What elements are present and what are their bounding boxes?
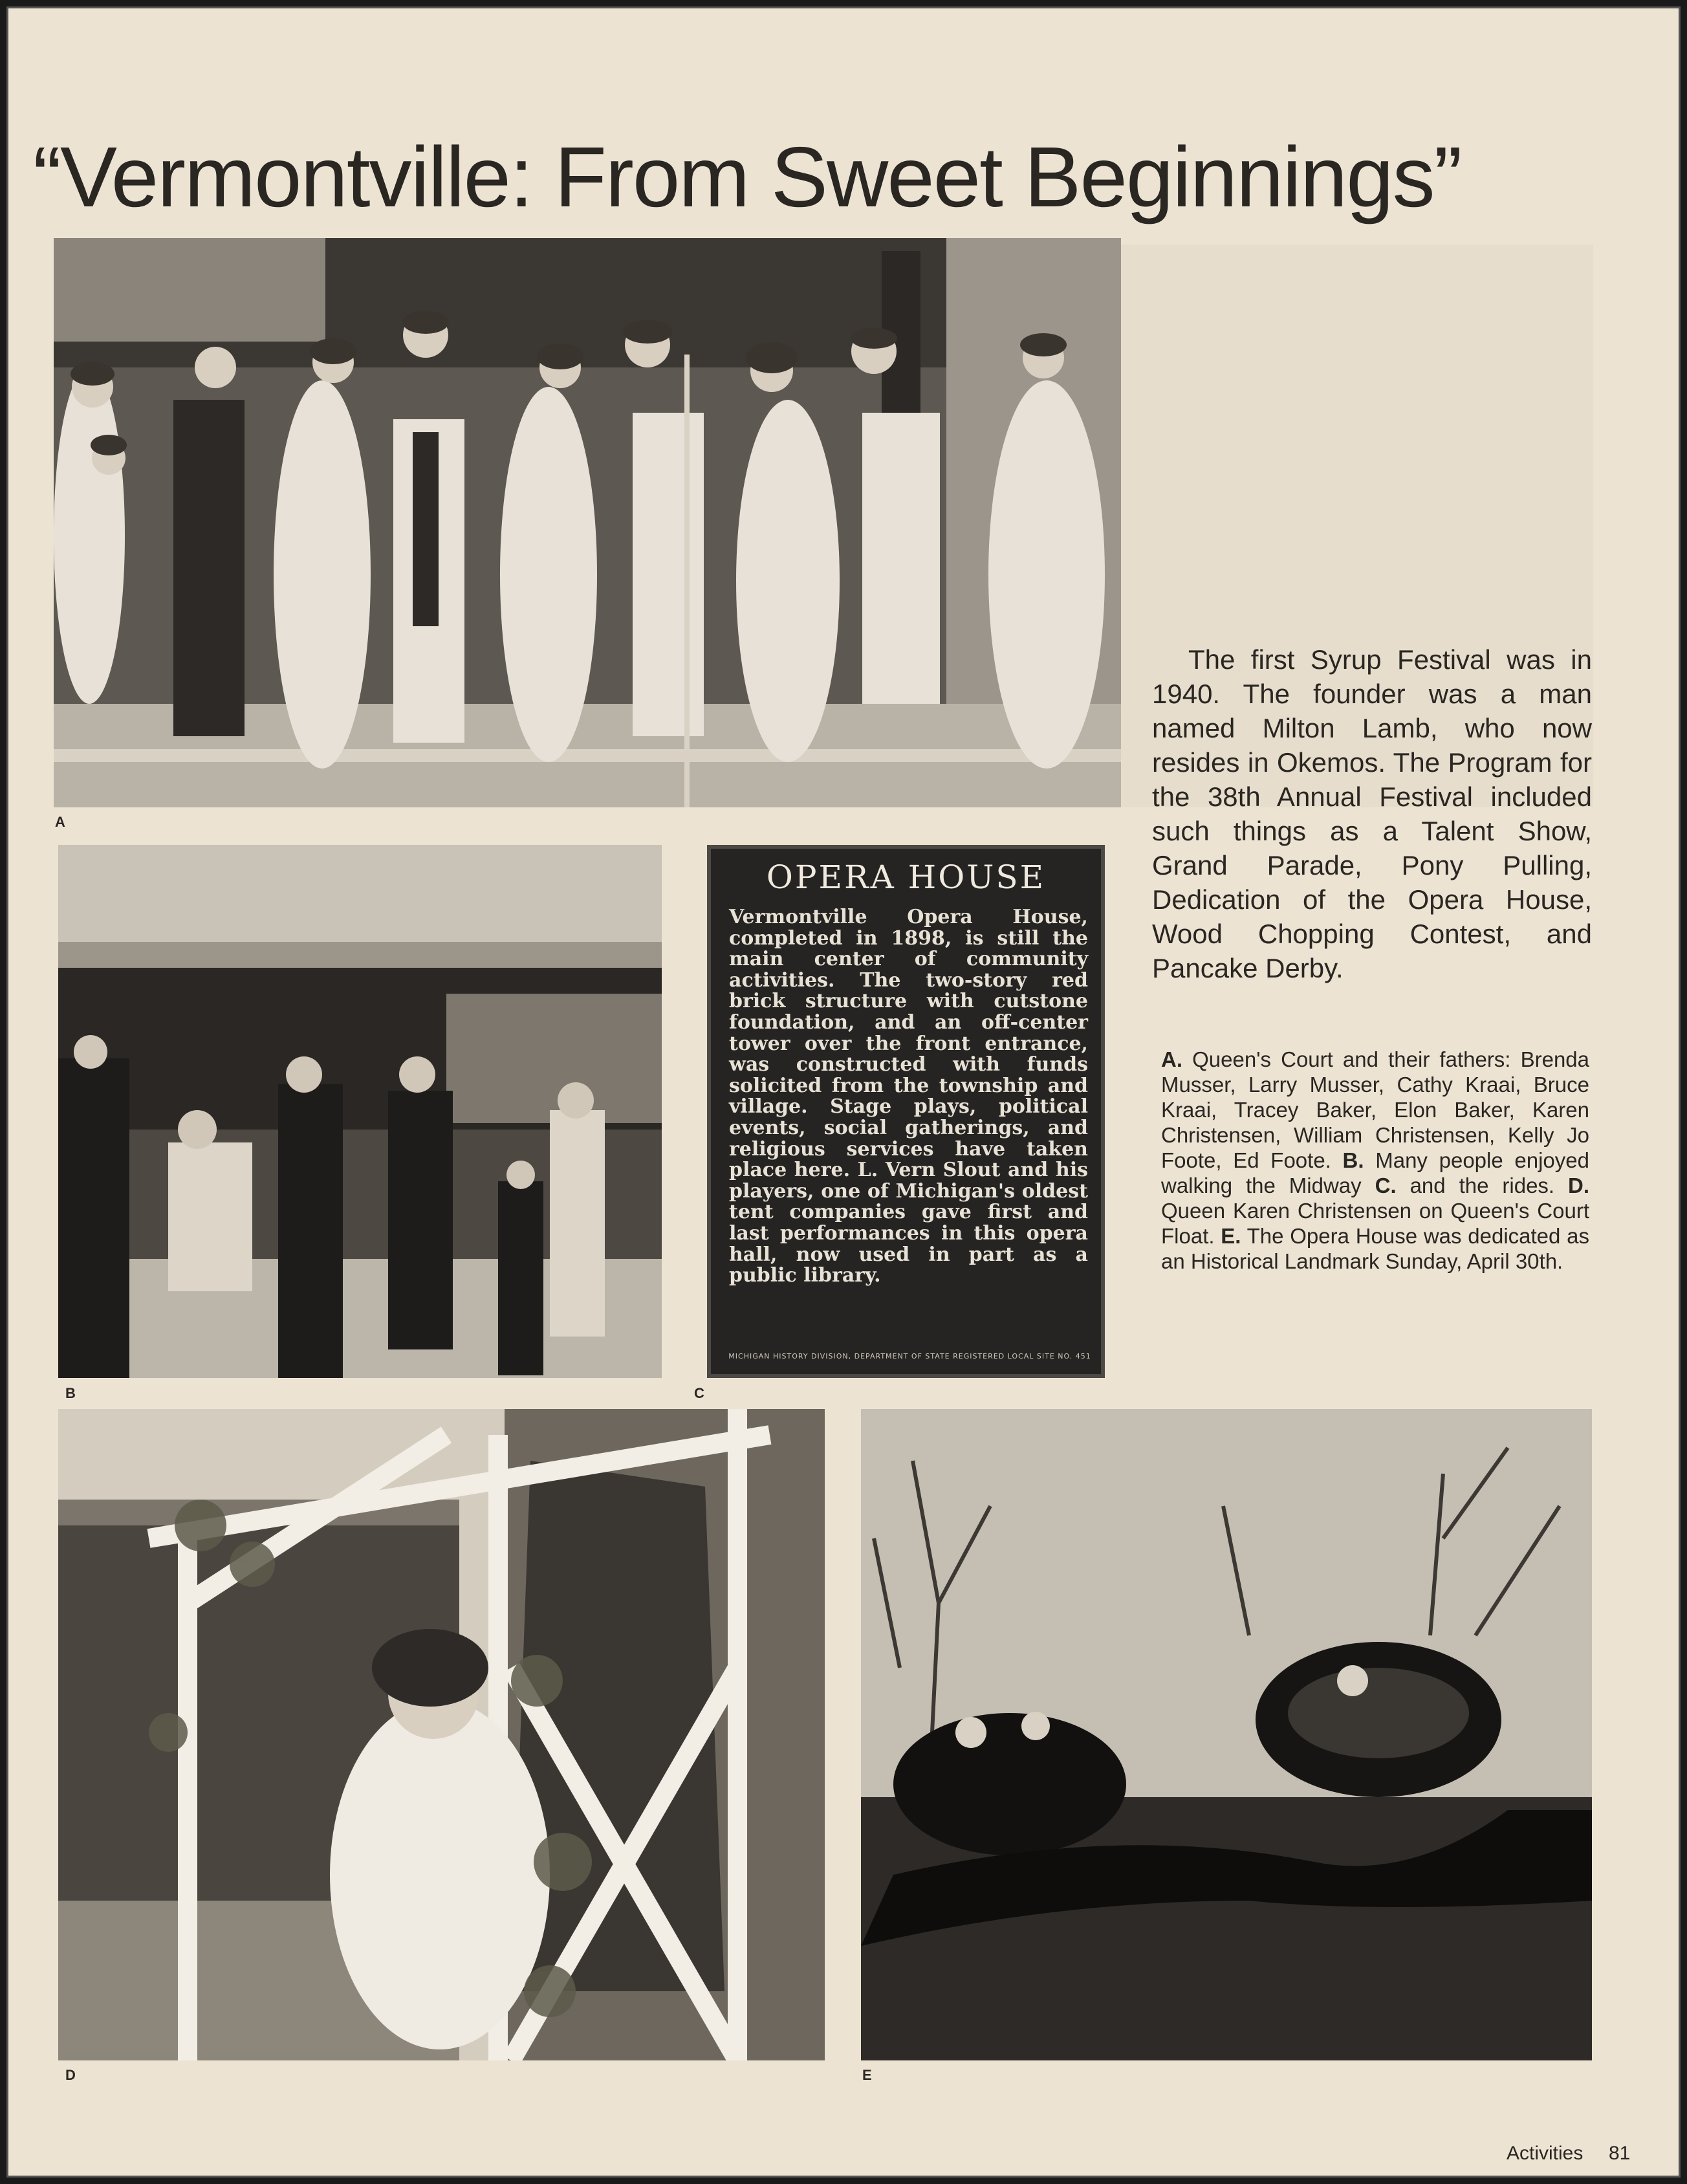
caption-a-letter: A. (1161, 1047, 1182, 1071)
caption-d-text: Queen Karen Christensen on Queen's Court Float. (1161, 1199, 1589, 1248)
photo-queen-float (58, 1409, 825, 2060)
plaque-footer: MICHIGAN HISTORY DIVISION, DEPARTMENT OF STATE REGISTERED LOCAL SITE NO. 451 (728, 1352, 1091, 1360)
plaque-title: OPERA HOUSE (766, 858, 1046, 896)
photo-midway (58, 845, 662, 1378)
photo-b-label: B (65, 1385, 76, 1401)
yearbook-page (6, 6, 1681, 2178)
photo-a-label: A (55, 814, 65, 830)
caption-c-text: and the rides. (1409, 1174, 1555, 1197)
intro-paragraph: The first Syrup Festival was in 1940. The founder was a man named Milton Lamb, who now resides in Okemos. The Program for the 38th Annual Festival included such things as a Talent Show, Grand Parade, Pony Pulling, Dedication of the Opera House, Wood Chopping Contest, and Pancake Derby. (1152, 644, 1592, 983)
plaque-text: Vermontville Opera House, completed in 1898, is still the main center of community activities. The two-story red brick structure with cutstone foundation, and an off-center tower over the front entrance, was constructed with funds solicited from the township and village. Stage plays, political events, social gatherings, and religious services have taken place here. L. Vern Slout and his players, one of Michigan's oldest tent companies gave first and last performances in this opera hall, now used in part as a public library. (729, 906, 1088, 1287)
caption-b-letter: B. (1342, 1148, 1364, 1172)
photo-captions (1161, 1047, 1589, 1274)
photo-opera-house-plaque (707, 845, 1105, 1378)
caption-e-letter: E. (1221, 1224, 1241, 1248)
footer-page-number: 81 (1609, 2143, 1631, 2164)
photo-carnival-ride (861, 1409, 1592, 2060)
photo-queens-court (54, 238, 1121, 807)
photo-e-label: E (862, 2067, 872, 2083)
photo-c-label: C (694, 1385, 704, 1401)
footer-section: Activities (1507, 2143, 1584, 2164)
photo-d-label: D (65, 2067, 76, 2083)
caption-d-letter: D. (1568, 1174, 1590, 1197)
caption-b-text: Many people enjoyed walking the Midway (1161, 1148, 1589, 1197)
caption-a-text: Queen's Court and their fathers: Brenda Musser, Larry Musser, Cathy Kraai, Bruce Kraai, Tracey Baker, Elon Baker, Karen Christensen, William Christensen, Kelly Jo Foote, Ed Foote. (1161, 1047, 1590, 1172)
page-title: “Vermontville: From Sweet Beginnings” (33, 129, 1461, 224)
caption-e-text: The Opera House was dedicated as an Historical Landmark Sunday, April 30th. (1161, 1224, 1589, 1273)
caption-c-letter: C. (1375, 1174, 1397, 1197)
